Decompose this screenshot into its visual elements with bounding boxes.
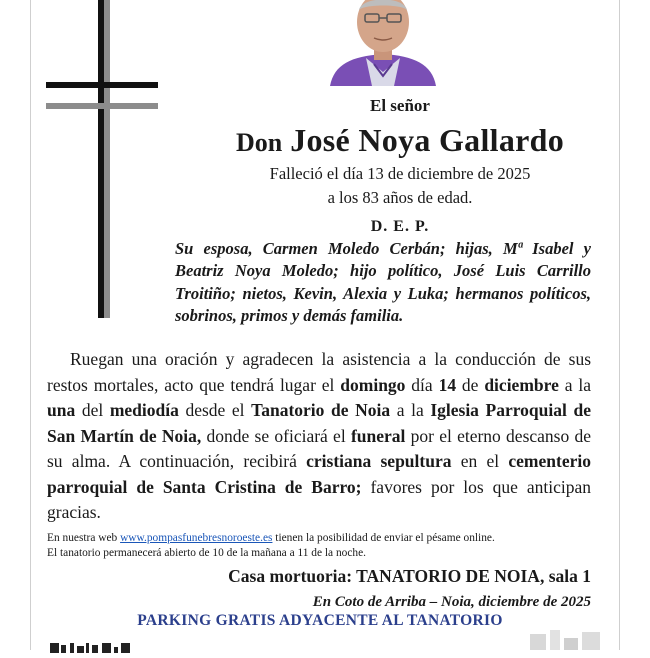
name-prefix: Don — [235, 128, 283, 157]
cross-horizontal-light — [46, 103, 158, 109]
ceremony-text: desde el — [178, 400, 252, 420]
web-note-line-2: El tanatorio permanecerá abierto de 10 de la mañana a 11 de la noche. — [47, 547, 366, 559]
cross-vertical-light — [104, 0, 110, 318]
ceremony-origin: Tanatorio de Noia — [251, 400, 391, 420]
web-note-suffix: tienen la posibilidad de enviar el pésame online. — [272, 532, 495, 544]
ceremony-text: a la — [558, 374, 591, 395]
funeral-home-logo — [528, 628, 604, 655]
web-note-line-1 — [47, 531, 607, 546]
web-note-prefix: En nuestra web — [47, 532, 121, 544]
ceremony-hour: una — [47, 400, 76, 420]
age-line: a los 83 años de edad. — [327, 188, 473, 207]
ceremony-paragraph — [47, 347, 591, 526]
qr-code-icon — [50, 640, 132, 658]
family-paragraph: Su esposa, Carmen Moledo Cerbán; hijas, Mª Isabel y Beatriz Noya Moledo; hijo político, José Luis Carrillo Troitiño; nietos, Kevin, Alexia y Luka; hermanos políticos, sobrinos, primos y demás familia. — [175, 239, 591, 325]
ceremony-church: Iglesia Parroquial de San Martín de Noia, — [47, 400, 591, 446]
ceremony-day-number: 14 — [438, 374, 457, 395]
cross-horizontal-dark — [46, 82, 158, 88]
ceremony-text: del — [75, 400, 110, 420]
ceremony-text: por el eterno descanso de su alma. A continuación, recibirá — [47, 425, 591, 471]
ceremony-funeral: funeral — [350, 425, 406, 446]
ceremony-text: de — [456, 374, 485, 395]
ceremony-burial: cristiana sepultura — [306, 451, 452, 471]
place-and-date: En Coto de Arriba – Noia, diciembre de 2025 — [312, 594, 591, 610]
casa-mortuoria: Casa mortuoria: TANATORIO DE NOIA, sala 1 — [228, 566, 591, 586]
ceremony-text: donde se oficiará el — [201, 425, 351, 446]
rip-line: D. E. P. — [370, 218, 430, 235]
deceased-name — [150, 122, 650, 159]
ceremony-text: a la — [390, 400, 431, 420]
website-link[interactable]: www.pompasfunebresnoroeste.es — [120, 532, 273, 544]
title-small: El señor — [370, 96, 430, 115]
ceremony-day-name: domingo — [340, 374, 406, 395]
ceremony-text: en el — [451, 451, 509, 471]
ceremony-cemetery: cementerio parroquial de Santa Cristina de Barro; — [47, 451, 591, 497]
web-note — [47, 531, 607, 561]
ceremony-text: Ruegan una oración y agradecen la asistencia a la conducción de sus restos mortales, acto que tendrá lugar el — [47, 349, 591, 395]
death-date-line: Falleció el día 13 de diciembre de 2025 — [269, 164, 531, 183]
ceremony-text: día — [405, 374, 439, 395]
deceased-photo — [322, 0, 444, 86]
left-border-line — [30, 0, 31, 650]
parking-notice: PARKING GRATIS ADYACENTE AL TANATORIO — [137, 612, 503, 629]
ceremony-time-of-day: mediodía — [109, 400, 179, 420]
ceremony-month: diciembre — [484, 374, 559, 395]
full-name: José Noya Gallardo — [290, 122, 565, 158]
ceremony-text: favores por los que anticipan gracias. — [47, 476, 591, 522]
